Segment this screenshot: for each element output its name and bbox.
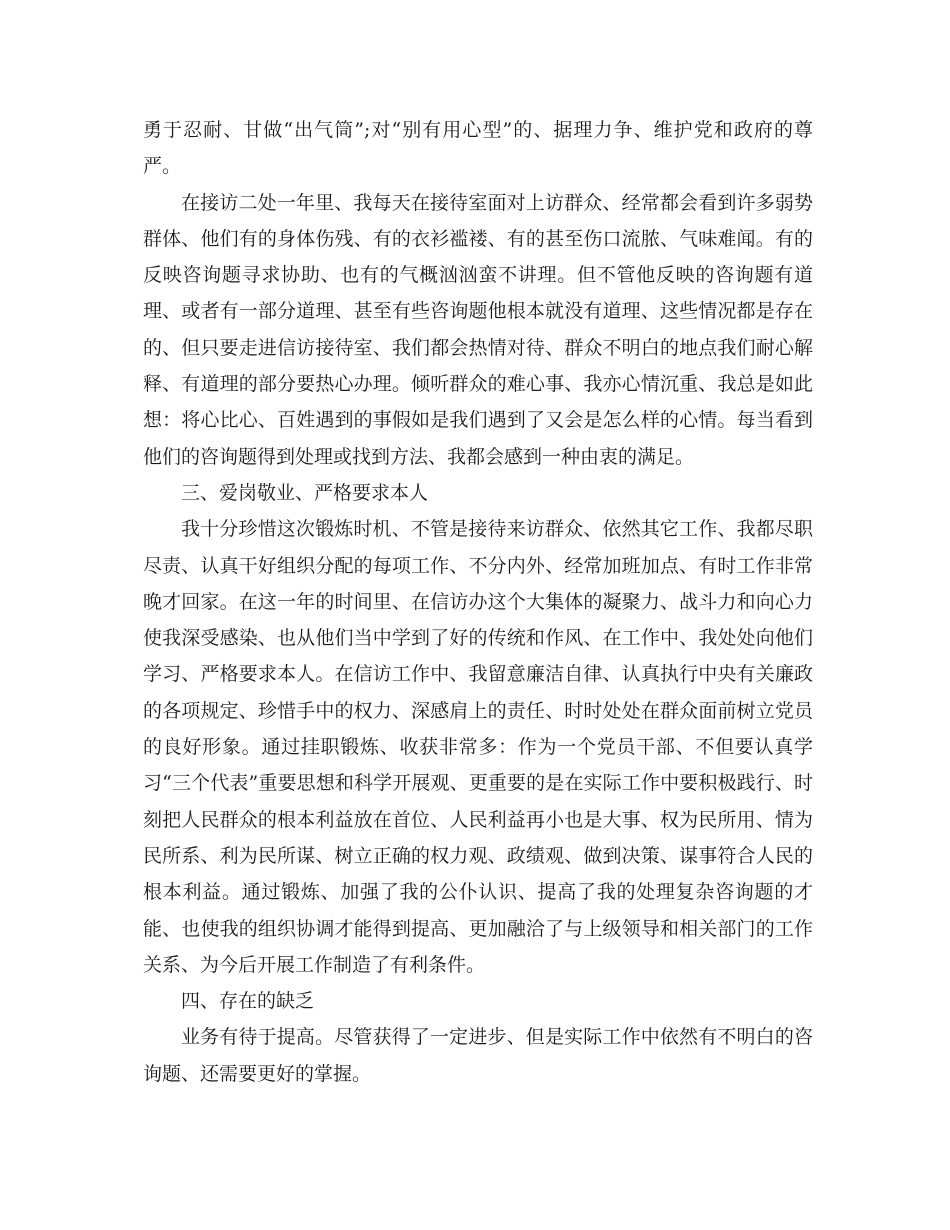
section-heading-dedication: 三、爱岗敬业、严格要求本人 (181, 481, 429, 504)
paragraph-dedication: 我十分珍惜这次锻炼时机、不管是接待来访群众、依然其它工作、我都尽职尽责、认真干好组织分配的每项工作、不分内外、经常加班加点、有时工作非常晚才回家。在这一年的时间里、在信访办这个大集体的凝聚力、战斗力和向心力使我深受感染、也从他们当中学到了好的传统和作风、在工作中、我处处向他们学习、严格要求本人。在信访工作中、我留意廉洁自律、认真执行中央有关廉政的各项规定、珍惜手中的权力、深感肩上的责任、时时处处在群众面前树立党员的良好形象。通过挂职锻炼、收获非常多：作为一个党员干部、不但要认真学习“三个代表”重要思想和科学开展观、更重要的是在实际工作中要积极践行、时刻把人民群众的根本利益放在首位、人民利益再小也是大事、权为民所用、情为民所系、利为民所谋、树立正确的权力观、政绩观、做到决策、谋事符合人民的根本利益。通过锻炼、加强了我的公仆认识、提高了我的处理复杂咨询题的才能、也使我的组织协调才能得到提高、更加融洽了与上级领导和相关部门的工作关系、为今后开展工作制造了有利条件。 (143, 518, 813, 976)
paragraph-shortcomings: 业务有待于提高。尽管获得了一定进步、但是实际工作中依然有不明白的咨询题、还需要更好的掌握。 (143, 1026, 813, 1085)
paragraph-reception-work: 在接访二处一年里、我每天在接待室面对上访群众、经常都会看到许多弱势群体、他们有的身体伤残、有的衣衫褴褛、有的甚至伤口流脓、气味难闻。有的反映咨询题寻求协助、也有的气概汹汹蛮不讲理。但不管他反映的咨询题有道理、或者有一部分道理、甚至有些咨询题他根本就没有道理、这些情况都是存在的、但只要走进信访接待室、我们都会热情对待、群众不明白的地点我们耐心解释、有道理的部分要热心办理。倾听群众的难心事、我亦心情沉重、我总是如此想：将心比心、百姓遇到的事假如是我们遇到了又会是怎么样的心情。每当看到他们的咨询题得到处理或找到方法、我都会感到一种由衷的满足。 (143, 191, 813, 468)
section-heading-shortcomings: 四、存在的缺乏 (181, 990, 315, 1013)
paragraph-continuation: 勇于忍耐、甘做“出气筒”;对“别有用心型”的、据理力争、维护党和政府的尊严。 (143, 119, 813, 178)
document-body (143, 112, 813, 1092)
